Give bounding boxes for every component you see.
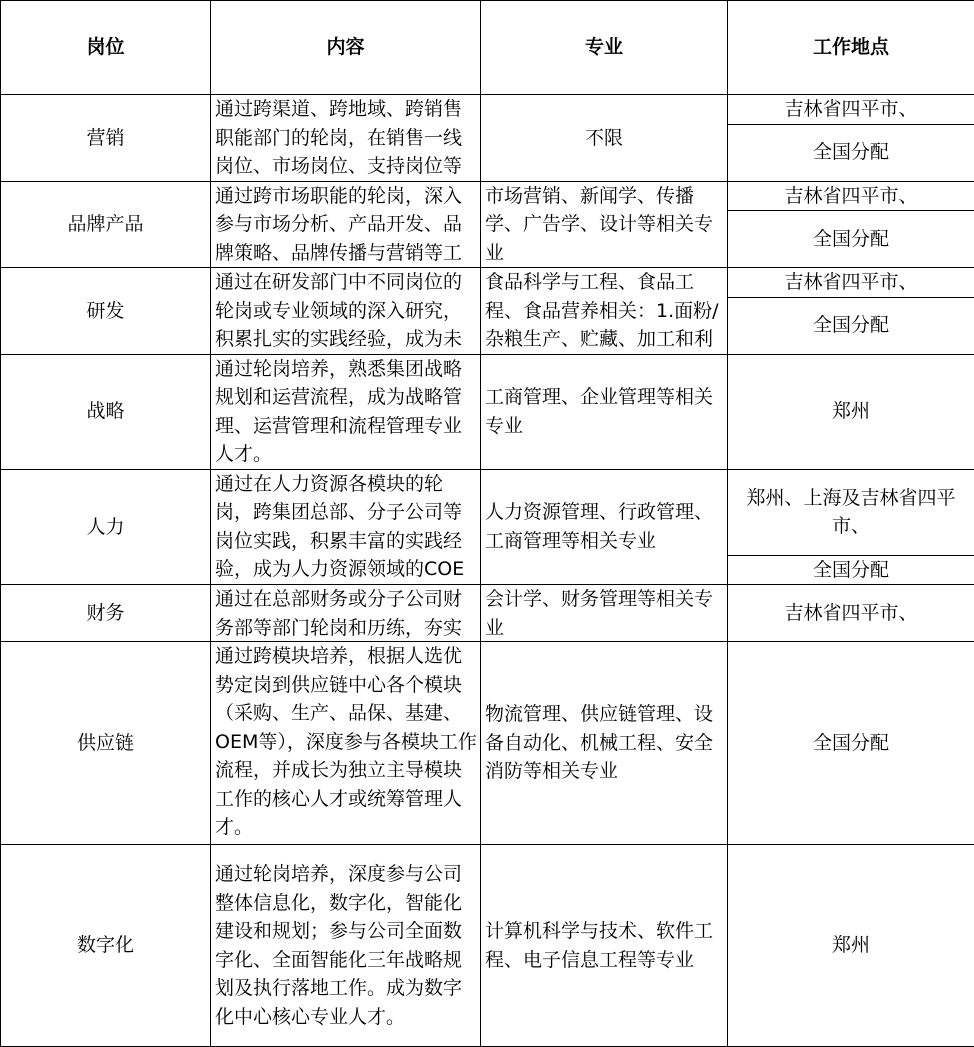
content-cell	[211, 469, 481, 585]
table-row	[1, 181, 974, 211]
header-position: 岗位	[1, 1, 211, 95]
location-cell: 全国分配	[728, 211, 974, 268]
location-cell	[728, 469, 974, 555]
major-text: 计算机科学与技术、软件工程、电子信息工程等专业	[485, 920, 714, 971]
location-cell: 吉林省四平市、	[728, 585, 974, 642]
position-cell: 品牌产品	[1, 181, 211, 268]
location-cell: 全国分配	[728, 642, 974, 845]
major-text: 会计学、财务管理等相关专业	[485, 588, 714, 639]
table-row	[1, 585, 974, 642]
content-cell	[211, 95, 481, 182]
position-cell: 战略	[1, 354, 211, 469]
location-cell: 全国分配	[728, 297, 974, 354]
content-text: 通过跨市场职能的轮岗，深入参与市场分析、产品开发、品牌策略、品牌传播与营销等工	[215, 184, 463, 264]
header-row	[1, 1, 974, 95]
location-cell: 全国分配	[728, 555, 974, 585]
content-text: 通过轮岗培养，深度参与公司整体信息化，数字化，智能化建设和规划；参与公司全面数字化、全面智能化三年战略规划及执行落地工作。成为数字化中心核心专业人才。	[215, 863, 463, 1028]
content-cell	[211, 268, 481, 355]
position-cell: 营销	[1, 95, 211, 182]
location-cell: 吉林省四平市、	[728, 181, 974, 211]
table-row	[1, 642, 974, 845]
major-text: 市场营销、新闻学、传播学、广告学、设计等相关专业	[485, 184, 714, 264]
content-text: 通过轮岗培养，熟悉集团战略规划和运营流程，成为战略管理、运营管理和流程管理专业人才。	[215, 357, 463, 465]
content-text: 通过在总部财务或分子公司财务部等部门轮岗和历练，夯实	[215, 588, 463, 639]
location-text: 郑州、上海及吉林省四平市、	[746, 486, 956, 537]
major-text: 工商管理、企业管理等相关专业	[485, 386, 714, 437]
content-cell	[211, 181, 481, 268]
major-cell	[481, 585, 728, 642]
major-cell	[481, 268, 728, 355]
location-cell: 郑州	[728, 354, 974, 469]
header-location: 工作地点	[728, 1, 974, 95]
position-cell: 数字化	[1, 845, 211, 1047]
content-cell	[211, 642, 481, 845]
header-major: 专业	[481, 1, 728, 95]
table-row	[1, 268, 974, 298]
location-cell: 吉林省四平市、	[728, 268, 974, 298]
major-text: 物流管理、供应链管理、设备自动化、机械工程、安全消防等相关专业	[485, 703, 714, 783]
table-row	[1, 354, 974, 469]
major-cell	[481, 845, 728, 1047]
location-cell: 全国分配	[728, 124, 974, 181]
header-content: 内容	[211, 1, 481, 95]
major-cell	[481, 642, 728, 845]
major-cell	[481, 469, 728, 585]
table-row	[1, 95, 974, 125]
major-text: 人力资源管理、行政管理、工商管理等相关专业	[485, 501, 714, 552]
major-cell	[481, 354, 728, 469]
table-row	[1, 845, 974, 1047]
content-text: 通过跨渠道、跨地域、跨销售职能部门的轮岗，在销售一线岗位、市场岗位、支持岗位等	[215, 98, 463, 177]
major-cell	[481, 181, 728, 268]
position-cell: 研发	[1, 268, 211, 355]
location-cell: 郑州	[728, 845, 974, 1047]
position-cell: 供应链	[1, 642, 211, 845]
major-text: 食品科学与工程、食品工程、食品营养相关：1.面粉/杂粮生产、贮藏、加工和利	[485, 271, 719, 350]
content-cell	[211, 585, 481, 642]
major-cell: 不限	[481, 95, 728, 182]
location-cell: 吉林省四平市、	[728, 95, 974, 125]
table-row	[1, 469, 974, 555]
content-cell	[211, 845, 481, 1047]
content-text: 通过在人力资源各模块的轮岗，跨集团总部、分子公司等岗位实践，积累丰富的实践经验，成为人力资源领域的COE	[215, 472, 465, 580]
content-text: 通过跨模块培养，根据人选优势定岗到供应链中心各个模块（采购、生产、品保、基建、OEM等），深度参与各模块工作流程，并成长为独立主导模块工作的核心人才或统筹管理人才。	[215, 645, 477, 838]
content-text: 通过在研发部门中不同岗位的轮岗或专业领域的深入研究，积累扎实的实践经验，成为未	[215, 271, 463, 350]
content-cell	[211, 354, 481, 469]
position-cell: 人力	[1, 469, 211, 585]
position-cell: 财务	[1, 585, 211, 642]
